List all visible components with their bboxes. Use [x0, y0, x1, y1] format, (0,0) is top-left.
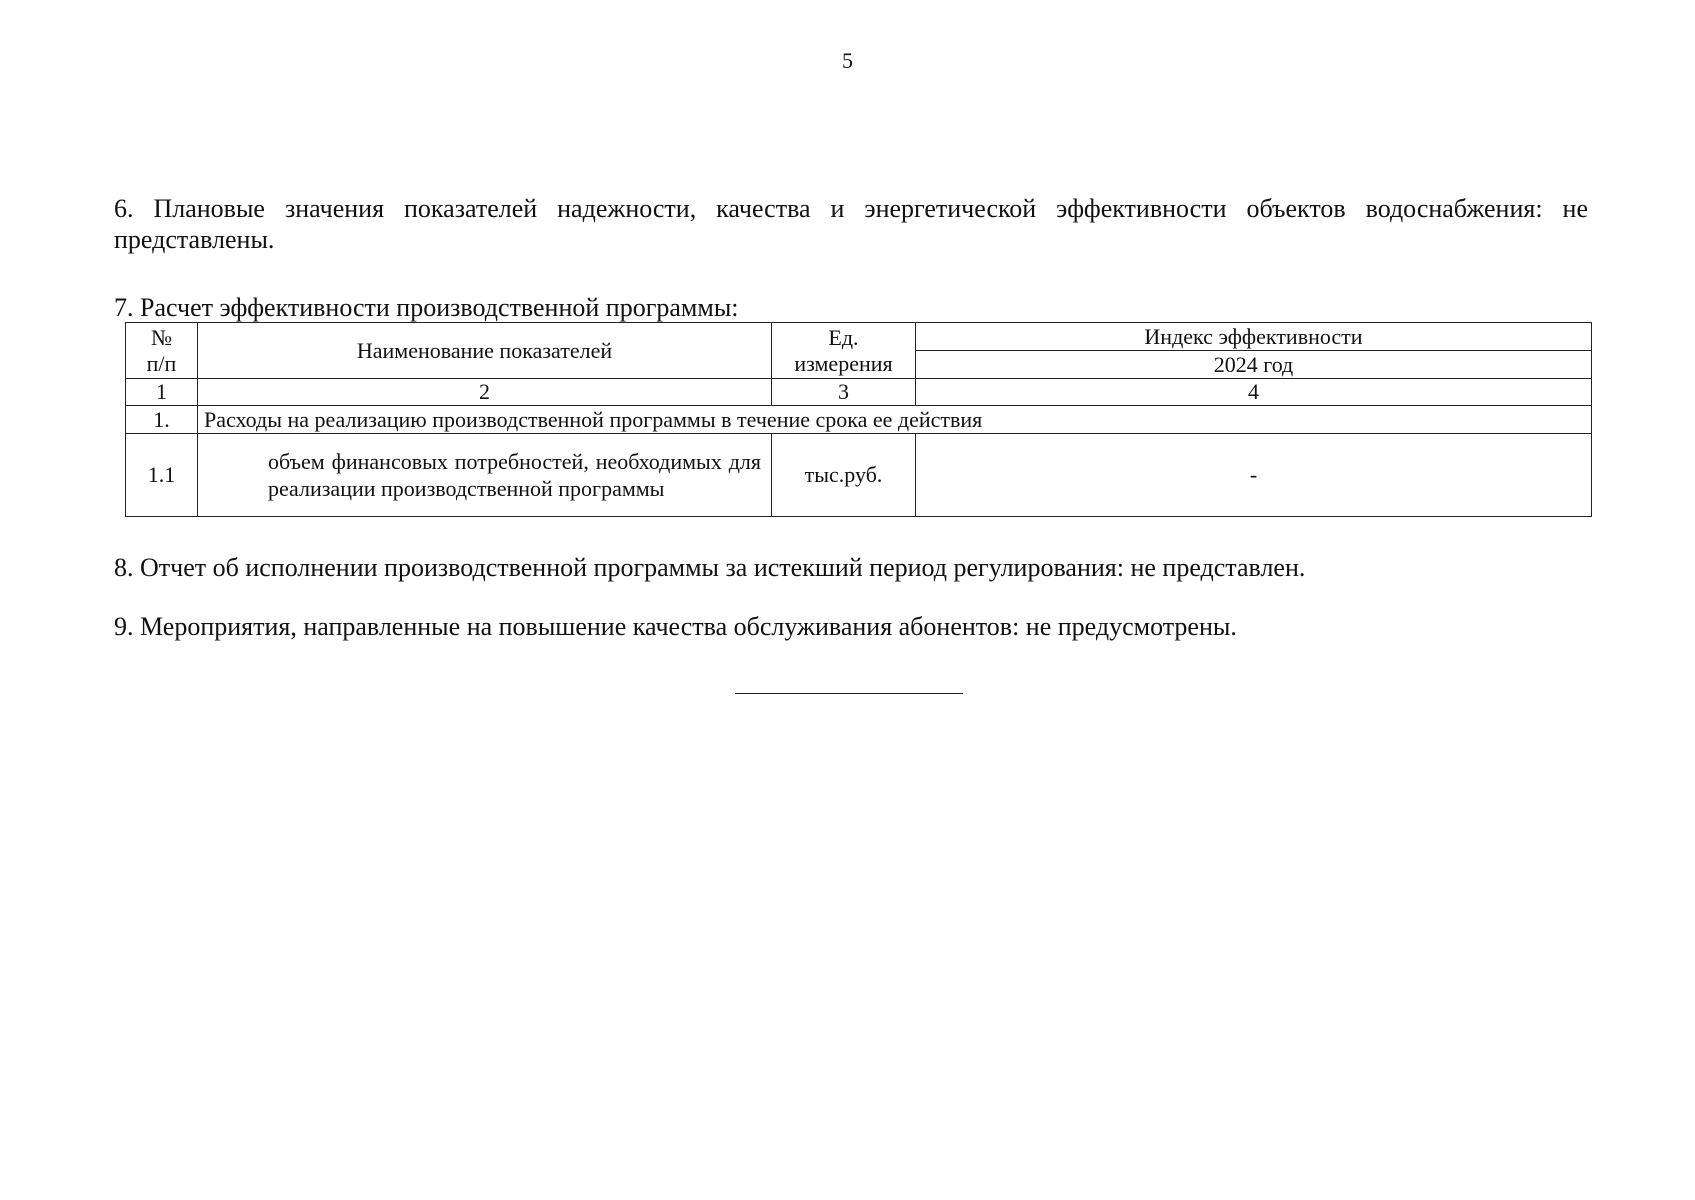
header-year: 2024 год: [916, 351, 1592, 379]
item-row-unit: тыс.руб.: [772, 434, 916, 517]
section-9-paragraph: 9. Мероприятия, направленные на повышение качества обслуживания абонентов: не предусмотрены.: [114, 612, 1237, 641]
header-unit-line2: измерения: [794, 350, 893, 376]
item-row-value: -: [916, 434, 1592, 517]
end-divider-line: [735, 693, 963, 694]
header-number-line2: п/п: [146, 350, 177, 376]
header-number-line1: №: [151, 324, 172, 350]
item-row-number: 1.1: [126, 434, 198, 517]
section-row-title: Расходы на реализацию производственной программы в течение срока ее действия: [198, 406, 1592, 434]
header-indicator-name: Наименование показателей: [198, 323, 772, 379]
header-number-cell: [126, 323, 198, 379]
column-number-4: 4: [916, 379, 1592, 406]
efficiency-table: [125, 322, 1592, 517]
item-row-name: объем финансовых потребностей, необходимых для реализации производственной программы: [198, 434, 772, 517]
page-number: 5: [842, 48, 853, 73]
section-row-number: 1.: [126, 406, 198, 434]
column-number-1: 1: [126, 379, 198, 406]
section-6-paragraph: 6. Плановые значения показателей надежности, качества и энергетической эффективности объектов водоснабжения: не представлены.: [114, 194, 1588, 254]
header-efficiency-index: Индекс эффективности: [916, 323, 1592, 351]
column-number-2: 2: [198, 379, 772, 406]
section-7-heading: 7. Расчет эффективности производственной программы:: [114, 293, 739, 322]
section-8-paragraph: 8. Отчет об исполнении производственной программы за истекший период регулирования: не представлен.: [114, 553, 1306, 582]
column-number-3: 3: [772, 379, 916, 406]
header-unit-line1: Ед.: [828, 324, 859, 350]
header-unit-cell: [772, 323, 916, 379]
